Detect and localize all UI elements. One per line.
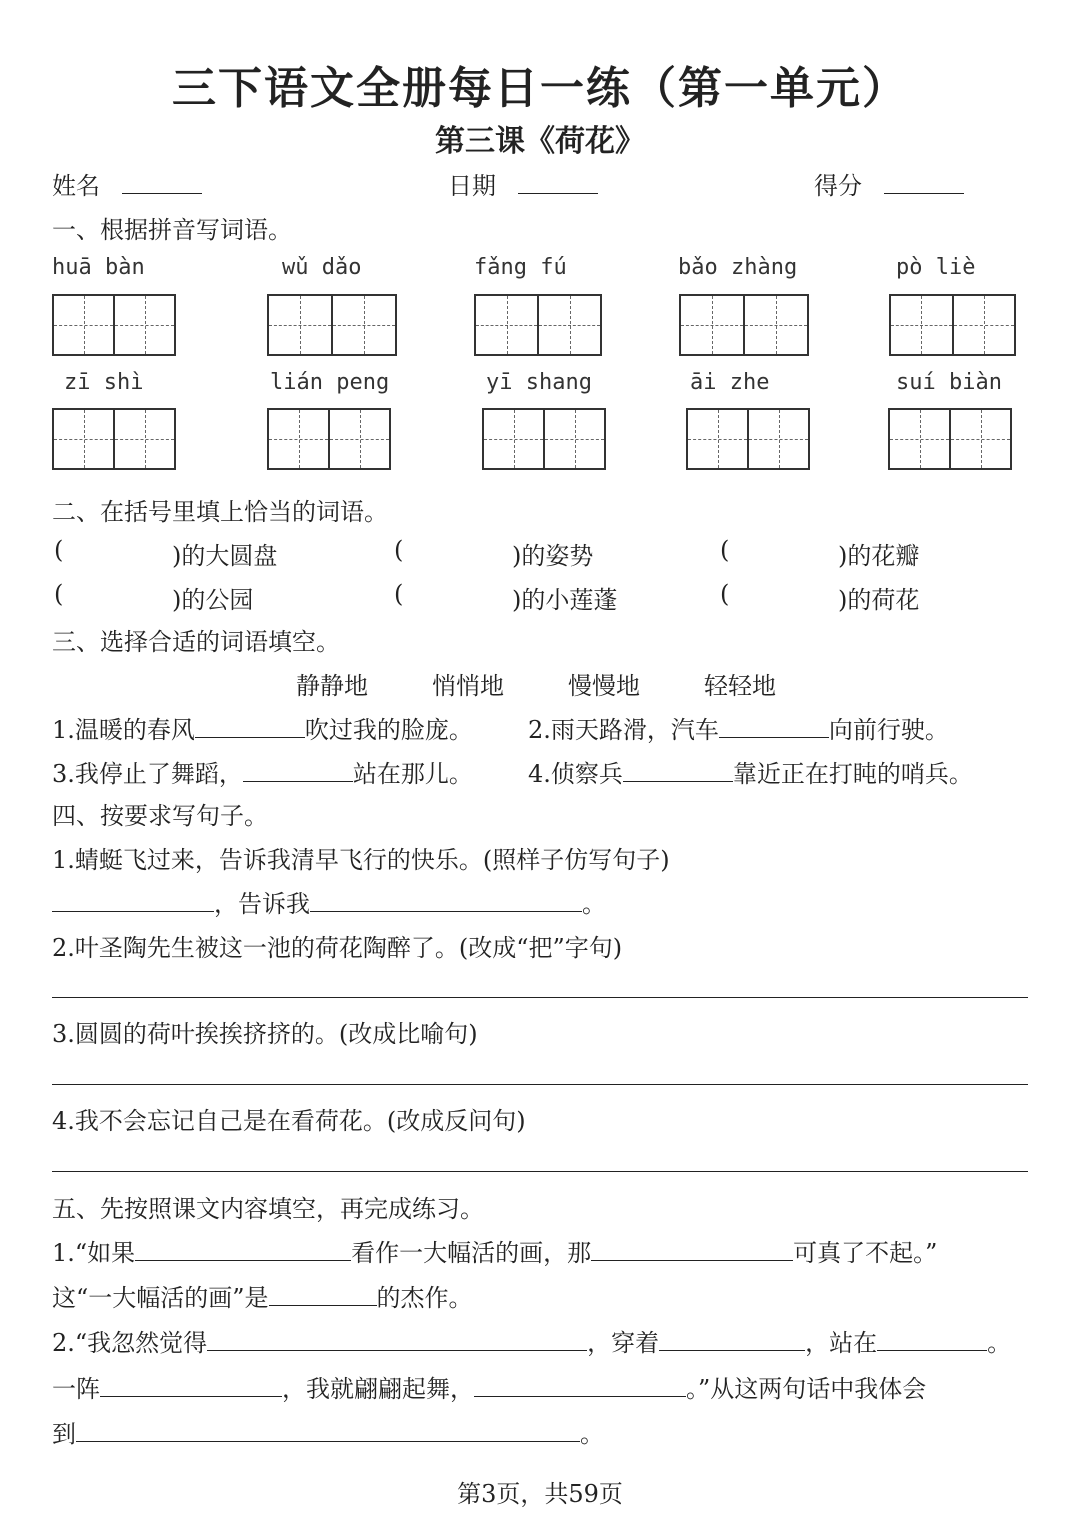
pinyin: fǎng fú (474, 255, 567, 280)
writing-box[interactable] (52, 294, 176, 356)
answer-blank[interactable] (243, 757, 353, 782)
question-3-4: 4.侦察兵 靠近正在打盹的哨兵。 (528, 754, 973, 789)
pinyin: āi zhe (690, 370, 770, 395)
question-3-1: 1.温暖的春风 吹过我的脸庞。 (52, 710, 473, 745)
answer-blank[interactable] (877, 1326, 987, 1351)
pinyin: lián peng (270, 370, 390, 395)
lesson-title: 第三课《荷花》 (435, 124, 645, 159)
section4-heading: 四、按要求写句子。 (52, 802, 268, 830)
paren-open: ( (54, 536, 64, 564)
answer-line[interactable] (52, 1084, 1028, 1085)
section1-heading: 一、根据拼音写词语。 (52, 216, 292, 244)
page-title: 三下语文全册每日一练（第一单元） (172, 63, 908, 114)
answer-blank[interactable] (135, 1236, 351, 1261)
section2-heading: 二、在括号里填上恰当的词语。 (52, 498, 388, 526)
writing-box[interactable] (889, 294, 1016, 356)
date-blank[interactable] (518, 169, 598, 194)
word-option: 悄悄地 (432, 672, 504, 700)
writing-box[interactable] (888, 408, 1012, 470)
section5-line3: 2.“我忽然觉得 ，穿着 ，站在 。 (52, 1323, 1011, 1358)
date-row (448, 166, 598, 201)
paren-open: ( (720, 580, 730, 608)
question-3-2: 2.雨天路滑，汽车 向前行驶。 (528, 710, 949, 745)
pinyin: wǔ dǎo (282, 255, 362, 280)
question-3-3: 3.我停止了舞蹈， 站在那儿。 (52, 754, 473, 789)
score-label: 得分 (814, 172, 862, 200)
answer-blank[interactable] (591, 1236, 793, 1261)
paren-open: ( (394, 536, 404, 564)
answer-line[interactable] (52, 997, 1028, 998)
pinyin: yī shang (486, 370, 592, 395)
pinyin: suí biàn (896, 370, 1002, 395)
answer-blank[interactable] (100, 1372, 282, 1397)
question-4-4: 4.我不会忘记自己是在看荷花。(改成反问句) (52, 1107, 526, 1135)
section5-line5: 到 。 (52, 1414, 604, 1449)
fill-item[interactable]: )的姿势 (512, 542, 594, 570)
answer-blank[interactable] (623, 757, 733, 782)
writing-box[interactable] (482, 408, 606, 470)
answer-blank[interactable] (207, 1326, 587, 1351)
score-row (814, 166, 964, 201)
page-number: 第3页，共59页 (457, 1480, 623, 1508)
writing-box[interactable] (267, 294, 397, 356)
answer-blank[interactable] (195, 713, 305, 738)
answer-blank[interactable] (719, 713, 829, 738)
fill-item[interactable]: )的公园 (172, 586, 254, 614)
fill-item[interactable]: )的荷花 (838, 586, 920, 614)
pinyin: bǎo zhàng (678, 255, 798, 280)
section5-line2: 这“一大幅活的画”是 的杰作。 (52, 1278, 473, 1313)
writing-box[interactable] (52, 408, 176, 470)
answer-blank[interactable] (269, 1281, 377, 1306)
writing-box[interactable] (267, 408, 391, 470)
name-label: 姓名 (52, 172, 100, 200)
writing-box[interactable] (679, 294, 809, 356)
word-option: 静静地 (296, 672, 368, 700)
fill-item[interactable]: )的花瓣 (838, 542, 920, 570)
section3-heading: 三、选择合适的词语填空。 (52, 628, 340, 656)
writing-box[interactable] (686, 408, 810, 470)
section5-line4: 一阵 ，我就翩翩起舞， 。”从这两句话中我体会 (52, 1369, 926, 1404)
writing-box[interactable] (474, 294, 602, 356)
answer-blank[interactable] (659, 1326, 805, 1351)
question-4-3: 3.圆圆的荷叶挨挨挤挤的。(改成比喻句) (52, 1020, 478, 1048)
section5-line1: 1.“如果 看作一大幅活的画，那 可真了不起。” (52, 1233, 937, 1268)
date-label: 日期 (448, 172, 496, 200)
answer-4-1: ，告诉我 。 (52, 884, 606, 919)
fill-item[interactable]: )的小莲蓬 (512, 586, 618, 614)
answer-blank[interactable] (310, 887, 582, 912)
pinyin: huā bàn (52, 255, 145, 280)
question-4-1: 1.蜻蜓飞过来，告诉我清早飞行的快乐。(照样子仿写句子) (52, 846, 670, 874)
pinyin: pò liè (896, 255, 976, 280)
paren-open: ( (720, 536, 730, 564)
name-row (52, 166, 202, 201)
paren-open: ( (394, 580, 404, 608)
answer-blank[interactable] (474, 1372, 686, 1397)
answer-blank[interactable] (76, 1417, 580, 1442)
answer-blank[interactable] (52, 887, 214, 912)
word-option: 慢慢地 (568, 672, 640, 700)
section5-heading: 五、先按照课文内容填空，再完成练习。 (52, 1195, 484, 1223)
score-blank[interactable] (884, 169, 964, 194)
question-4-2: 2.叶圣陶先生被这一池的荷花陶醉了。(改成“把”字句) (52, 934, 623, 962)
word-option: 轻轻地 (704, 672, 776, 700)
fill-item[interactable]: )的大圆盘 (172, 542, 278, 570)
answer-line[interactable] (52, 1171, 1028, 1172)
pinyin: zī shì (64, 370, 144, 395)
name-blank[interactable] (122, 169, 202, 194)
paren-open: ( (54, 580, 64, 608)
